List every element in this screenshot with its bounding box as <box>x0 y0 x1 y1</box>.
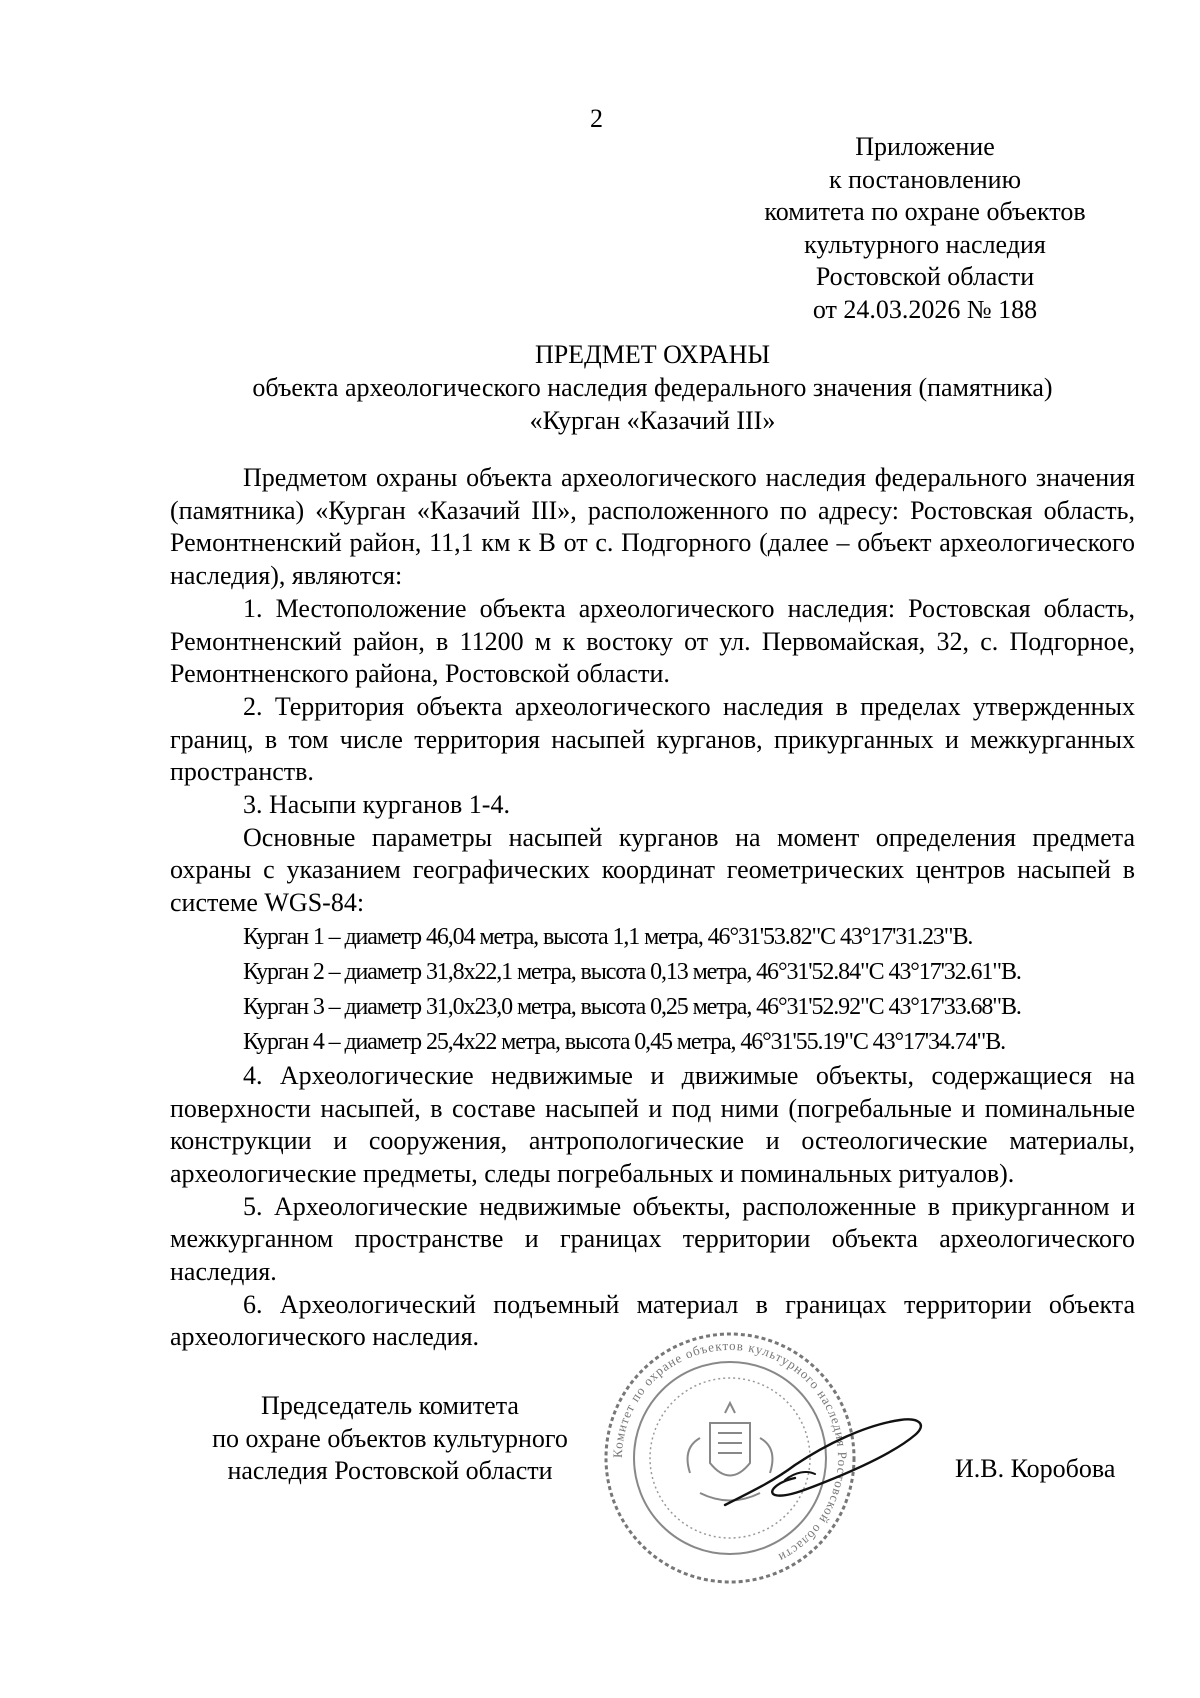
mound-line: Курган 4 – диаметр 25,4x22 метра, высота 0,45 метра, 46°31'55.19"С 43°17'34.74"В. <box>243 1028 1005 1055</box>
appendix-line: к постановлению <box>828 164 1022 194</box>
appendix-line: культурного наследия <box>804 229 1046 259</box>
signatory-position <box>190 1390 590 1488</box>
mound-line: Курган 2 – диаметр 31,8x22,1 метра, высота 0,13 метра, 46°31'52.84"С 43°17'32.61"В. <box>243 958 1021 985</box>
position-line: наследия Ростовской области <box>227 1456 553 1485</box>
svg-text:Комитет по охране объектов кул: Комитет по охране объектов культурного наследия Ростовской области <box>609 1337 851 1566</box>
item-5-paragraph: 5. Археологические недвижимые объекты, расположенные в прикурганном и межкурганном пространстве и границах территории объекта археологического наследия. <box>170 1191 1135 1287</box>
item-3-paragraph: 3. Насыпи курганов 1-4. <box>243 790 510 820</box>
document-body <box>170 462 1135 1354</box>
appendix-line: от 24.03.2026 № 188 <box>812 294 1038 324</box>
title-subtitle-line1: объекта археологического наследия федерального значения (памятника) <box>252 373 1053 402</box>
item-2-paragraph: 2. Территория объекта археологического наследия в пределах утвержденных границ, в том числе территория насыпей курганов, прикурганных и межкурганных пространств. <box>170 691 1135 787</box>
page-number: 2 <box>590 104 603 133</box>
params-paragraph: Основные параметры насыпей курганов на момент определения предмета охраны с указанием географических координат геометрических центров насыпей в системе WGS-84: <box>170 822 1135 918</box>
appendix-line: Приложение <box>855 132 995 161</box>
signer-name: И.В. Коробова <box>955 1454 1116 1483</box>
item-6-paragraph: 6. Археологический подъемный материал в границах территории объекта археологического наследия. <box>170 1289 1135 1352</box>
item-1-paragraph: 1. Местоположение объекта археологического наследия: Ростовская область, Ремонтненский район, в 11200 м к востоку от ул. Первомайская, 32, с. Подгорное, Ремонтненского района, Ростовской области. <box>170 593 1135 689</box>
position-line: по охране объектов культурного <box>212 1423 568 1453</box>
item-4-paragraph: 4. Археологические недвижимые и движимые объекты, содержащиеся на поверхности насыпей, в составе насыпей и под ними (погребальные и поминальные конструкции и сооружения, антропологические и остеологические материалы, археологические предметы, следы погребальных и поминальных ритуалов). <box>170 1060 1135 1188</box>
appendix-header <box>740 131 1110 326</box>
position-line: Председатель комитета <box>261 1391 519 1420</box>
document-title <box>170 338 1135 437</box>
appendix-line: комитета по охране объектов <box>764 197 1086 226</box>
appendix-line: Ростовской области <box>815 262 1035 291</box>
title-heading: ПРЕДМЕТ ОХРАНЫ <box>534 340 771 369</box>
mound-line: Курган 3 – диаметр 31,0x23,0 метра, высота 0,25 метра, 46°31'52.92"С 43°17'33.68"В. <box>243 993 1021 1020</box>
mound-line: Курган 1 – диаметр 46,04 метра, высота 1,1 метра, 46°31'53.82"С 43°17'31.23"В. <box>243 923 973 950</box>
title-subtitle-line2: «Курган «Казачий III» <box>529 406 776 435</box>
handwritten-signature-icon <box>715 1410 935 1530</box>
intro-paragraph: Предметом охраны объекта археологического наследия федерального значения (памятника) «Курган «Казачий III», расположенного по адресу: Ростовская область, Ремонтненский район, 11,1 км к В от с. Подгорного (далее – объект археологического наследия), являются: <box>170 463 1135 591</box>
